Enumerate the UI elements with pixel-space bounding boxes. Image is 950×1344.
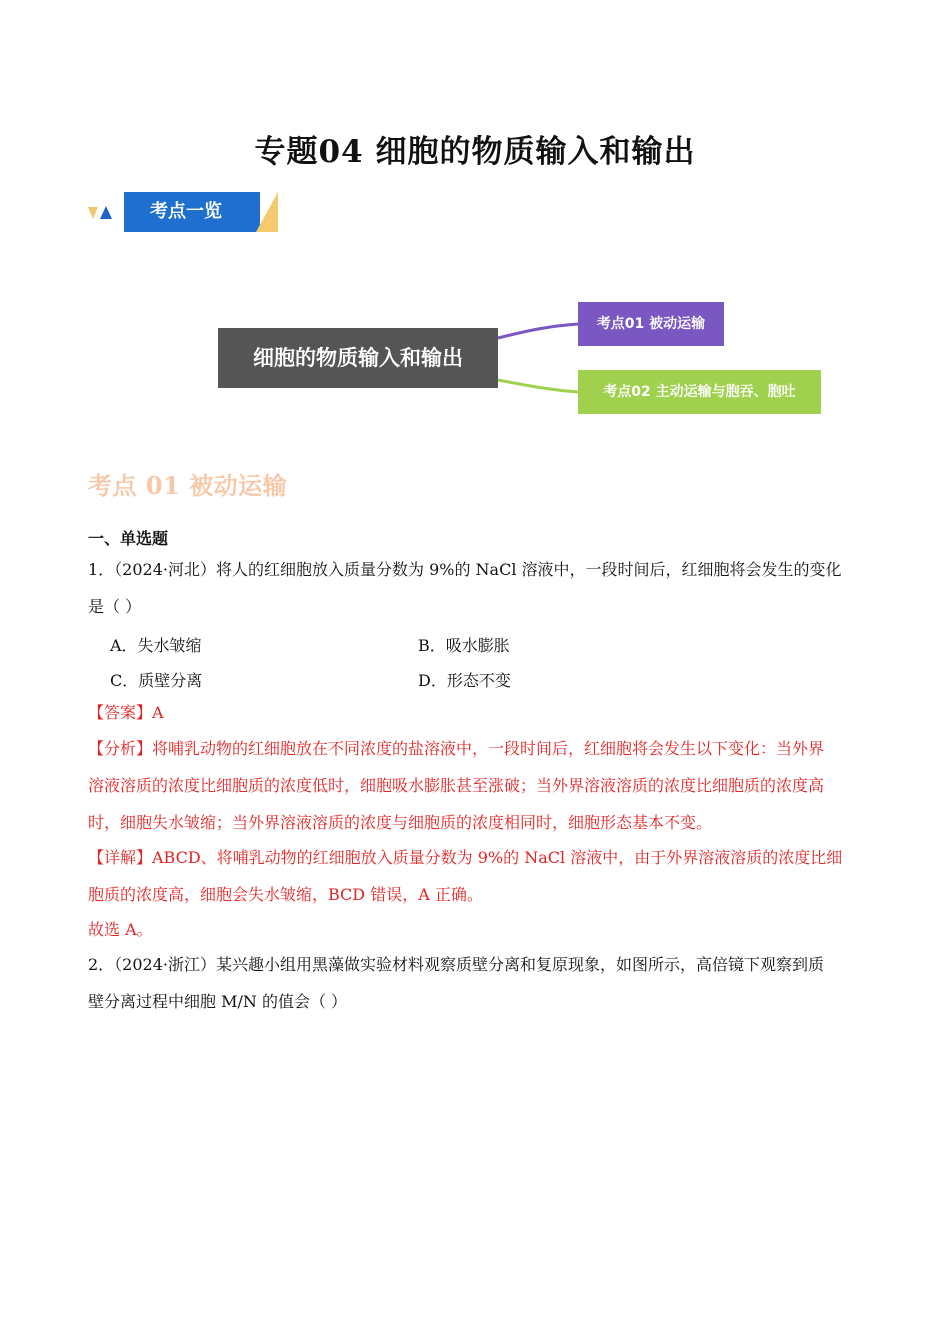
- triangle-up-icon: [100, 206, 112, 219]
- triangle-down-icon: [88, 207, 98, 219]
- q1-option-a: A．失水皱缩: [110, 636, 202, 655]
- mindmap-branch-1: 考点01 被动运输: [578, 302, 724, 346]
- q1-stem-line-2: 是（ ）: [88, 597, 142, 616]
- q1-option-d: D．形态不变: [418, 671, 511, 690]
- q1-analysis-line-1: 【分析】将哺乳动物的红细胞放在不同浓度的盐溶液中，一段时间后，红细胞将会发生以下变化：当外界: [88, 739, 825, 758]
- mindmap: [0, 290, 950, 430]
- connector-1: [498, 324, 578, 338]
- mindmap-branch-2: 考点02 主动运输与胞吞、胞吐: [578, 370, 821, 414]
- question-type-heading: 一、单选题: [88, 529, 169, 548]
- q1-detail-line-1: 【详解】ABCD、将哺乳动物的红细胞放入质量分数为 9%的 NaCl 溶液中，由于外界溶液溶质的浓度比细: [88, 848, 843, 867]
- section-title: 考点 01 被动运输: [88, 471, 288, 500]
- q1-option-c: C．质壁分离: [110, 671, 203, 690]
- q1-conclusion: 故选 A。: [88, 920, 153, 939]
- banner-decoration: [256, 192, 278, 232]
- q2-stem-line-2: 壁分离过程中细胞 M/N 的值会（ ）: [88, 992, 348, 1011]
- q1-option-b: B．吸水膨胀: [418, 636, 510, 655]
- connector-2: [498, 380, 578, 392]
- mindmap-central-node: 细胞的物质输入和输出: [218, 328, 498, 388]
- banner-label: 考点一览: [124, 192, 260, 232]
- q1-stem-line-1: 1．（2024·河北）将人的红细胞放入质量分数为 9%的 NaCl 溶液中，一段时间后，红细胞将会发生的变化: [88, 560, 842, 579]
- q1-answer: 【答案】A: [88, 703, 164, 722]
- q1-analysis-line-2: 溶液溶质的浓度比细胞质的浓度低时，细胞吸水膨胀甚至涨破；当外界溶液溶质的浓度比细胞质的浓度高: [88, 776, 825, 795]
- page-title: 专题04 细胞的物质输入和输出: [254, 134, 696, 170]
- q1-analysis-line-3: 时，细胞失水皱缩；当外界溶液溶质的浓度与细胞质的浓度相同时，细胞形态基本不变。: [88, 813, 713, 832]
- q2-stem-line-1: 2．（2024·浙江）某兴趣小组用黑藻做实验材料观察质壁分离和复原现象，如图所示，高倍镜下观察到质: [88, 955, 824, 974]
- q1-detail-line-2: 胞质的浓度高，细胞会失水皱缩，BCD 错误，A 正确。: [88, 885, 483, 904]
